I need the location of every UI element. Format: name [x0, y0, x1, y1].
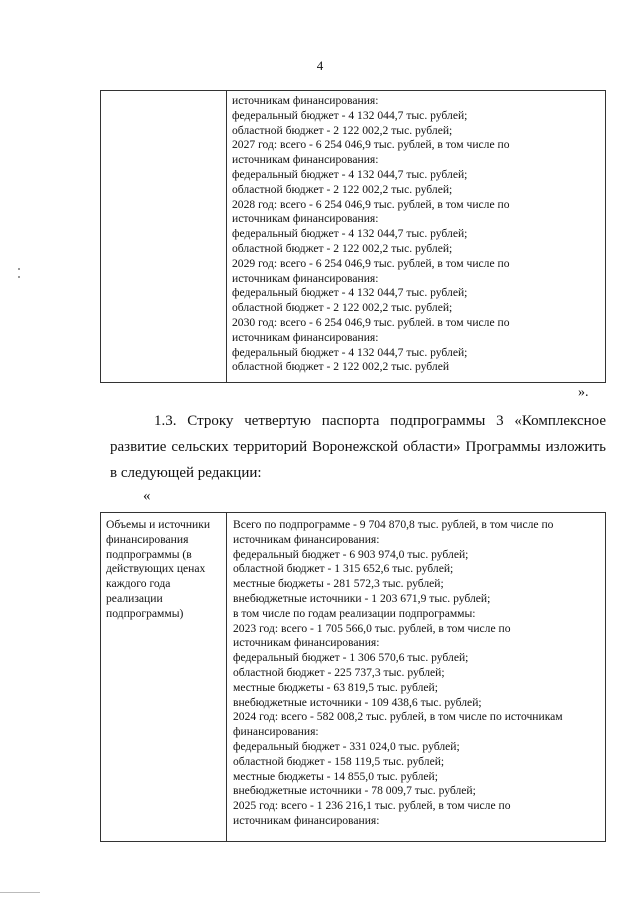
- opening-quote: «: [143, 488, 151, 504]
- text-line: в том числе по годам реализации подпрограммы:: [233, 606, 476, 620]
- page-number: 4: [316, 58, 324, 73]
- text-line: 2024 год: всего - 582 008,2 тыс. рублей, в том числе по источникам: [233, 710, 563, 724]
- text-line: источникам финансирования:: [232, 153, 379, 167]
- text-line: Всего по подпрограмме - 9 704 870,8 тыс. рублей, в том числе по: [233, 518, 554, 531]
- text-line: местные бюджеты - 281 572,3 тыс. рублей;: [233, 577, 444, 591]
- text-line: внебюджетные источники - 109 438,6 тыс. рублей;: [233, 695, 482, 709]
- paragraph-line-3: в следующей редакции:: [110, 465, 262, 481]
- text-line: областной бюджет - 1 315 652,6 тыс. рублей;: [233, 562, 454, 576]
- text-line: областной бюджет - 2 122 002,2 тыс. рублей;: [232, 301, 453, 315]
- paragraph-line-1: 1.3. Строку четвертую паспорта подпрограммы 3 «Комплексное: [154, 413, 606, 429]
- text-line: федеральный бюджет - 4 132 044,7 тыс. рублей;: [232, 227, 468, 241]
- text-line: источникам финансирования:: [233, 636, 380, 650]
- text-line: федеральный бюджет - 1 306 570,6 тыс. рублей;: [233, 651, 469, 665]
- text-line: действующих ценах: [106, 562, 206, 576]
- text-line: областной бюджет - 2 122 002,2 тыс. рублей;: [232, 241, 453, 255]
- text-line: 2027 год: всего - 6 254 046,9 тыс. рублей, в том числе по: [232, 138, 510, 152]
- text-line: Объемы и источники: [106, 518, 211, 531]
- text-line: подпрограммы): [106, 606, 184, 620]
- scan-mark: [18, 276, 20, 278]
- text-line: источникам финансирования:: [232, 94, 379, 107]
- text-line: подпрограммы (в: [106, 547, 192, 561]
- text-line: областной бюджет - 158 119,5 тыс. рублей;: [233, 754, 445, 768]
- text-line: реализации: [106, 591, 163, 605]
- scan-edge-line: [0, 892, 40, 893]
- text-line: федеральный бюджет - 4 132 044,7 тыс. рублей;: [232, 108, 468, 122]
- text-line: внебюджетные источники - 78 009,7 тыс. рублей;: [233, 784, 476, 798]
- table2-left-cell: [101, 513, 227, 841]
- text-line: источникам финансирования:: [233, 532, 380, 546]
- text-line: внебюджетные источники - 1 203 671,9 тыс. рублей;: [233, 591, 491, 605]
- text-line: областной бюджет - 225 737,3 тыс. рублей;: [233, 665, 445, 679]
- text-line: федеральный бюджет - 331 024,0 тыс. рублей;: [233, 739, 460, 753]
- text-line: 2028 год: всего - 6 254 046,9 тыс. рублей, в том числе по: [232, 197, 510, 211]
- funding-table-continued: [100, 90, 606, 383]
- closing-quote: ».: [578, 385, 589, 400]
- text-line: 2030 год: всего - 6 254 046,9 тыс. рублей. в том числе по: [232, 315, 510, 329]
- text-line: федеральный бюджет - 4 132 044,7 тыс. рублей;: [232, 345, 468, 359]
- text-line: федеральный бюджет - 4 132 044,7 тыс. рублей;: [232, 167, 468, 181]
- text-line: местные бюджеты - 14 855,0 тыс. рублей;: [233, 769, 438, 783]
- table1-right-cell: [227, 91, 510, 382]
- text-line: финансирования:: [233, 725, 319, 739]
- text-line: федеральный бюджет - 6 903 974,0 тыс. рублей;: [233, 547, 469, 561]
- text-line: 2025 год: всего - 1 236 216,1 тыс. рублей, в том числе по: [233, 799, 511, 813]
- amendment-paragraph: [110, 408, 606, 486]
- text-line: каждого года: [106, 577, 171, 591]
- text-line: 2023 год: всего - 1 705 566,0 тыс. рублей, в том числе по: [233, 621, 511, 635]
- text-line: финансирования: [106, 532, 189, 546]
- text-line: областной бюджет - 2 122 002,2 тыс. рублей;: [232, 182, 453, 196]
- table2-right-cell: [227, 513, 563, 841]
- subprogram-funding-table: [100, 512, 606, 842]
- text-line: источникам финансирования:: [232, 330, 379, 344]
- scan-mark: [18, 268, 20, 270]
- paragraph-line-2: развитие сельских территорий Воронежской области» Программы изложить: [110, 439, 606, 455]
- text-line: источникам финансирования:: [232, 271, 379, 285]
- text-line: областной бюджет - 2 122 002,2 тыс. рублей: [232, 360, 450, 374]
- table1-left-cell: [101, 91, 227, 382]
- text-line: федеральный бюджет - 4 132 044,7 тыс. рублей;: [232, 286, 468, 300]
- text-line: источникам финансирования:: [232, 212, 379, 226]
- text-line: областной бюджет - 2 122 002,2 тыс. рублей;: [232, 123, 453, 137]
- text-line: 2029 год: всего - 6 254 046,9 тыс. рублей, в том числе по: [232, 256, 510, 270]
- text-line: местные бюджеты - 63 819,5 тыс. рублей;: [233, 680, 438, 694]
- text-line: источникам финансирования:: [233, 813, 380, 827]
